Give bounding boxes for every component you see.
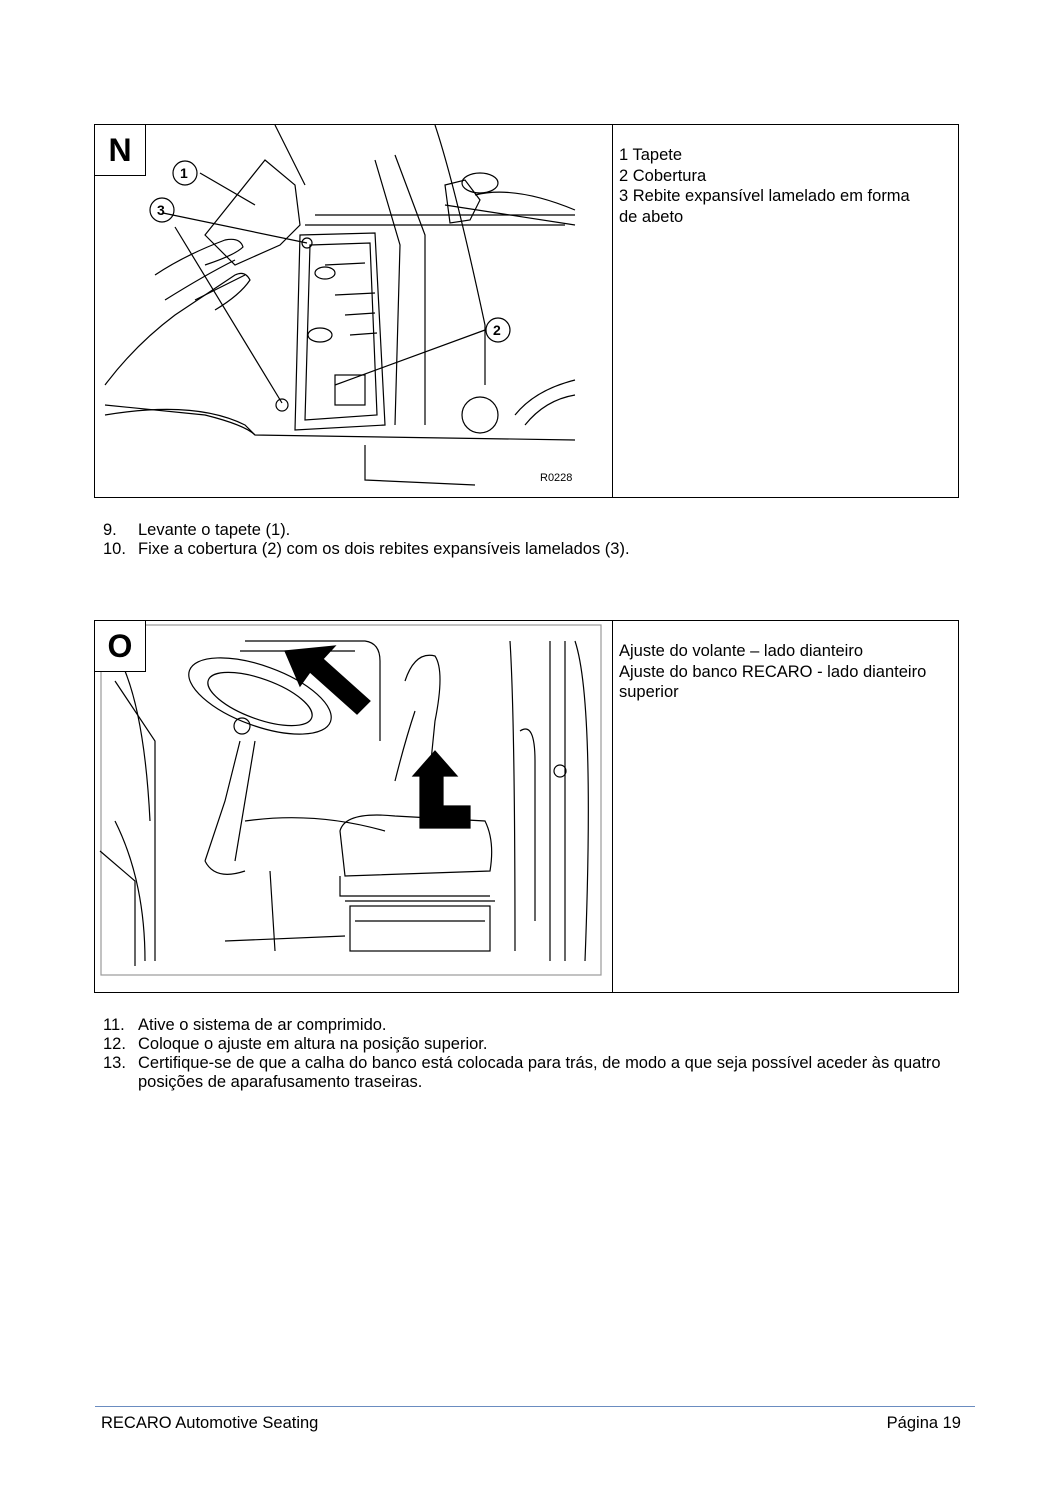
- figure-n: [94, 124, 959, 498]
- caption-line: de abeto: [619, 207, 684, 226]
- cab-seat-drawing: [95, 621, 611, 992]
- list-item: [103, 1016, 963, 1035]
- step-number: 9.: [103, 521, 117, 539]
- step-text: Ative o sistema de ar comprimido.: [138, 1016, 387, 1034]
- step-number: 13.: [103, 1054, 126, 1072]
- caption-line: superior: [619, 683, 679, 701]
- step-list-2: [103, 1016, 963, 1092]
- list-item: [103, 521, 963, 540]
- drawing-code: R0228: [540, 472, 573, 484]
- step-number: 12.: [103, 1035, 126, 1053]
- figure-n-letter: N: [95, 125, 146, 176]
- figure-n-illustration: [95, 125, 613, 497]
- step-number: 11.: [103, 1016, 125, 1034]
- step-list-1: [103, 521, 963, 559]
- figure-n-caption: [612, 125, 958, 497]
- callout-2: 2: [493, 322, 501, 338]
- footer-divider: [95, 1406, 975, 1407]
- list-item: [103, 540, 963, 559]
- figure-o: [94, 620, 959, 993]
- figure-o-caption: [612, 621, 958, 992]
- caption-line: Ajuste do volante – lado dianteiro: [619, 642, 864, 660]
- footer-company: RECARO Automotive Seating: [101, 1414, 319, 1432]
- caption-line: 2 Cobertura: [619, 166, 707, 185]
- list-item: [103, 1035, 963, 1054]
- list-item: [103, 1054, 963, 1092]
- figure-o-illustration: [95, 621, 613, 992]
- callout-3: 3: [157, 202, 165, 218]
- step-text: Coloque o ajuste em altura na posição superior.: [138, 1035, 488, 1053]
- caption-line: Ajuste do banco RECARO - lado dianteiro: [619, 662, 927, 681]
- step-number: 10.: [103, 540, 126, 558]
- footer-page-number: Página 19: [886, 1414, 961, 1432]
- step-text: Certifique-se de que a calha do banco está colocada para trás, de modo a que seja possível aceder às quatro posições de aparafusamento traseiras.: [138, 1054, 941, 1091]
- step-text: Fixe a cobertura (2) com os dois rebites expansíveis lamelados (3).: [138, 540, 630, 558]
- caption-line: 3 Rebite expansível lamelado em forma: [619, 187, 910, 205]
- callout-1: 1: [180, 165, 188, 181]
- step-text: Levante o tapete (1).: [138, 521, 291, 539]
- floor-mat-cover-drawing: [95, 125, 611, 497]
- figure-o-letter: O: [95, 621, 146, 672]
- caption-line: 1 Tapete: [619, 146, 683, 164]
